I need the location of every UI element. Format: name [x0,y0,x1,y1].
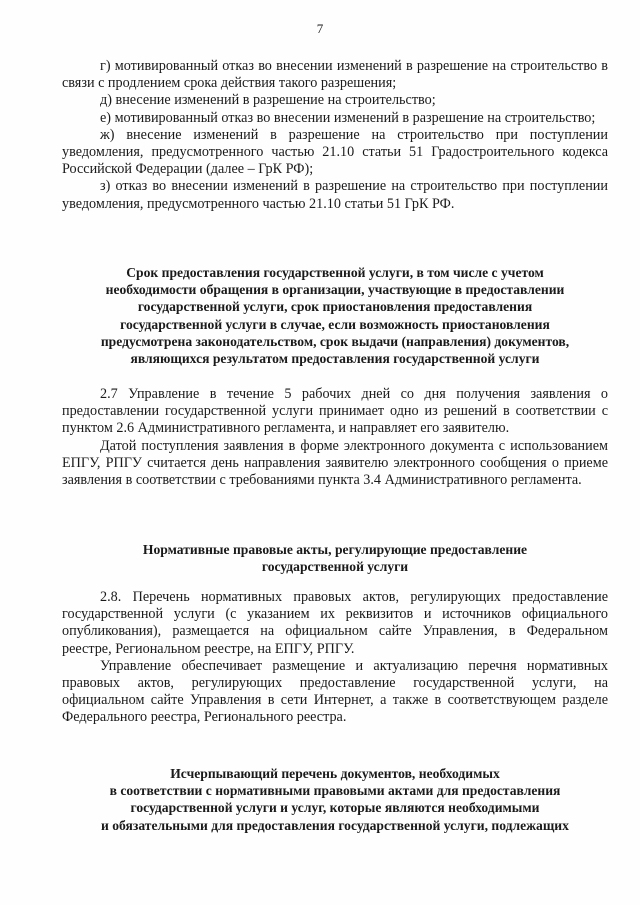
heading-line: в соответствии с нормативными правовыми актами для предоставления [109,783,561,799]
heading-line: государственной услуги [261,559,409,575]
heading-line: Срок предоставления государственной услуги, в том числе с учетом [126,265,544,280]
heading-line: необходимости обращения в организации, участвующие в предоставлении [105,282,565,298]
paragraph-2-7: 2.7 Управление в течение 5 рабочих дней со дня получения заявления о предоставлении государственной услуги принимает одно из решений в соответствии с пунктом 2.6 Административного регламента, и направляет его заявителю. [62,386,608,437]
list-item-g: г) мотивированный отказ во внесении изменений в разрешение на строительство в связи с продлением срока действия такого разрешения; [62,58,608,92]
heading-line: Исчерпывающий перечень документов, необходимых [170,766,500,781]
paragraph-submission-date: Датой поступления заявления в форме электронного документа с использованием ЕПГУ, РПГУ считается день направления заявителю электронного сообщения о приеме заявления в соответствии с требованиями пункта 3.4 Административного регламента. [62,437,608,489]
list-item-z: з) отказ во внесении изменений в разрешение на строительство при поступлении уведомления, предусмотренного частью 21.10 статьи 51 ГрК РФ. [62,178,608,212]
list-item-zh: ж) внесение изменений в разрешение на строительство при поступлении уведомления, предусмотренного частью 21.10 статьи 51 Градостроительного кодекса Российской Федерации (далее – ГрК РФ); [62,126,608,178]
section-1-body [62,386,608,489]
page-number: 7 [316,21,324,36]
paragraph-2-8: 2.8. Перечень нормативных правовых актов, регулирующих предоставление государственной услуги (с указанием их реквизитов и источников официального опубликования), размещается на официальном сайте Управления, в Федеральном реестре, Региональном реестре, на ЕПГУ, РПГУ. [62,589,608,657]
list-item-e: е) мотивированный отказ во внесении изменений в разрешение на строительство; [100,109,596,126]
heading-line: Нормативные правовые акты, регулирующие предоставление [142,542,528,557]
section-heading-documents [62,765,608,834]
heading-line: государственной услуги и услуг, которые являются необходимыми [130,800,540,816]
heading-line: являющихся результатом предоставления государственной услуги [130,351,540,367]
list-block [62,58,608,213]
heading-line: государственной услуги, срок приостановления предоставления [137,299,533,315]
heading-line: и обязательными для предоставления государственной услуги, подлежащих [101,817,569,833]
paragraph-publication: Управление обеспечивает размещение и актуализацию перечня нормативных правовых актов, регулирующих предоставление государственной услуги, на официальном сайте Управления в сети Интернет, а также в соответствующем разделе Федерального реестра, Регионального реестра. [62,657,608,726]
heading-line: государственной услуги в случае, если возможность приостановления [120,316,550,332]
heading-line: предусмотрена законодательством, срок выдачи (направления) документов, [100,333,570,349]
section-heading-term [62,264,608,367]
list-item-d: д) внесение изменений в разрешение на строительство; [100,92,436,109]
section-heading-legal-acts [62,541,608,575]
section-2-body [62,589,608,727]
